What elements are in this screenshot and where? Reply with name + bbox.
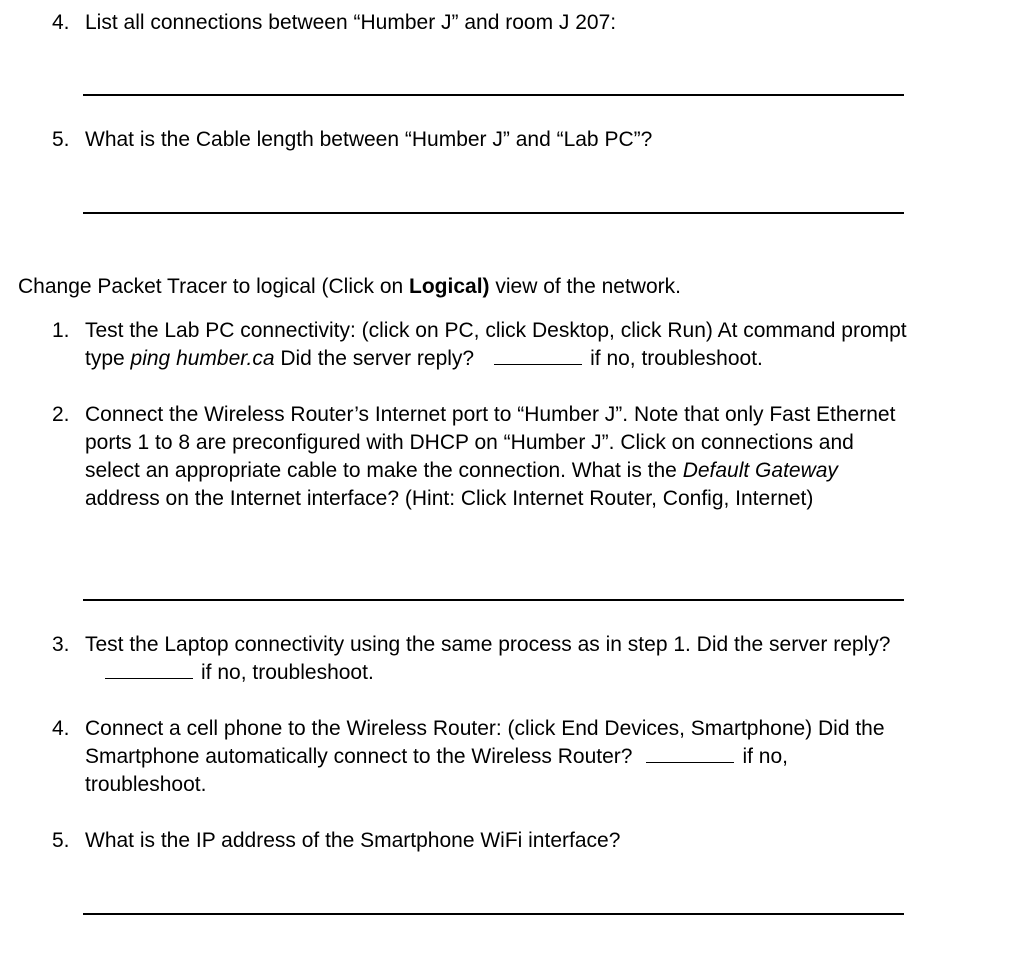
- question-number: 4.: [52, 11, 70, 34]
- question-2-wireless-router: [52, 401, 912, 513]
- text-segment: if no, troubleshoot.: [201, 661, 374, 684]
- answer-blank-4[interactable]: [646, 744, 734, 763]
- answer-line-4[interactable]: [83, 94, 904, 96]
- question-number: 1.: [52, 319, 70, 342]
- question-1-lab-pc: [52, 317, 912, 373]
- text-segment: if no, troubleshoot.: [590, 347, 763, 370]
- answer-line-5[interactable]: [83, 212, 904, 214]
- question-text: List all connections between “Humber J” and room J 207:: [85, 11, 617, 34]
- text-segment: if no, troubleshoot.: [85, 745, 788, 796]
- intro-text-pre: Change Packet Tracer to logical (Click on: [18, 275, 410, 298]
- answer-line-q5[interactable]: [83, 913, 904, 915]
- question-text: [85, 715, 912, 799]
- text-segment: Test the Lab PC connectivity: (click on PC, click Desktop, click Run) At command prompt type: [85, 319, 907, 370]
- text-segment: Connect the Wireless Router’s Internet port to “Humber J”. Note that only Fast Ethernet ports 1 to 8 are preconfigured with DHCP on “Humber J”. Click on connections and select an appropriate cable to make the connection. What is the: [85, 403, 896, 482]
- answer-blank-1[interactable]: [494, 346, 582, 365]
- question-text: [85, 401, 912, 513]
- question-text: [85, 317, 912, 373]
- question-number: 5.: [52, 829, 70, 852]
- question-text: What is the Cable length between “Humber J” and “Lab PC”?: [85, 128, 653, 151]
- text-segment: Connect a cell phone to the Wireless Router: (click End Devices, Smartphone) Did the Smartphone automatically connect to the Wireless Router?: [85, 717, 885, 768]
- question-5-cable-length: [52, 126, 912, 154]
- intro-text-post: view of the network.: [489, 275, 681, 298]
- question-5-ip-address: [52, 827, 912, 855]
- question-number: 5.: [52, 128, 70, 151]
- answer-blank-3[interactable]: [105, 660, 193, 679]
- ping-command: ping humber.ca: [130, 347, 275, 370]
- question-text: [85, 631, 912, 687]
- section-intro: [18, 272, 681, 302]
- default-gateway-term: Default Gateway: [682, 459, 838, 482]
- question-number: 4.: [52, 717, 70, 740]
- intro-bold-logical: Logical): [409, 275, 490, 298]
- question-number: 3.: [52, 633, 70, 656]
- question-4-connections: [52, 9, 912, 37]
- question-text: What is the IP address of the Smartphone WiFi interface?: [85, 829, 621, 852]
- question-3-laptop: [52, 631, 912, 687]
- answer-line-2[interactable]: [83, 599, 904, 601]
- question-4-smartphone: [52, 715, 912, 799]
- text-segment: Did the server reply?: [274, 347, 475, 370]
- text-segment: Test the Laptop connectivity using the same process as in step 1. Did the server reply?: [85, 633, 891, 656]
- question-number: 2.: [52, 403, 70, 426]
- text-segment: address on the Internet interface? (Hint: Click Internet Router, Config, Internet): [85, 487, 814, 510]
